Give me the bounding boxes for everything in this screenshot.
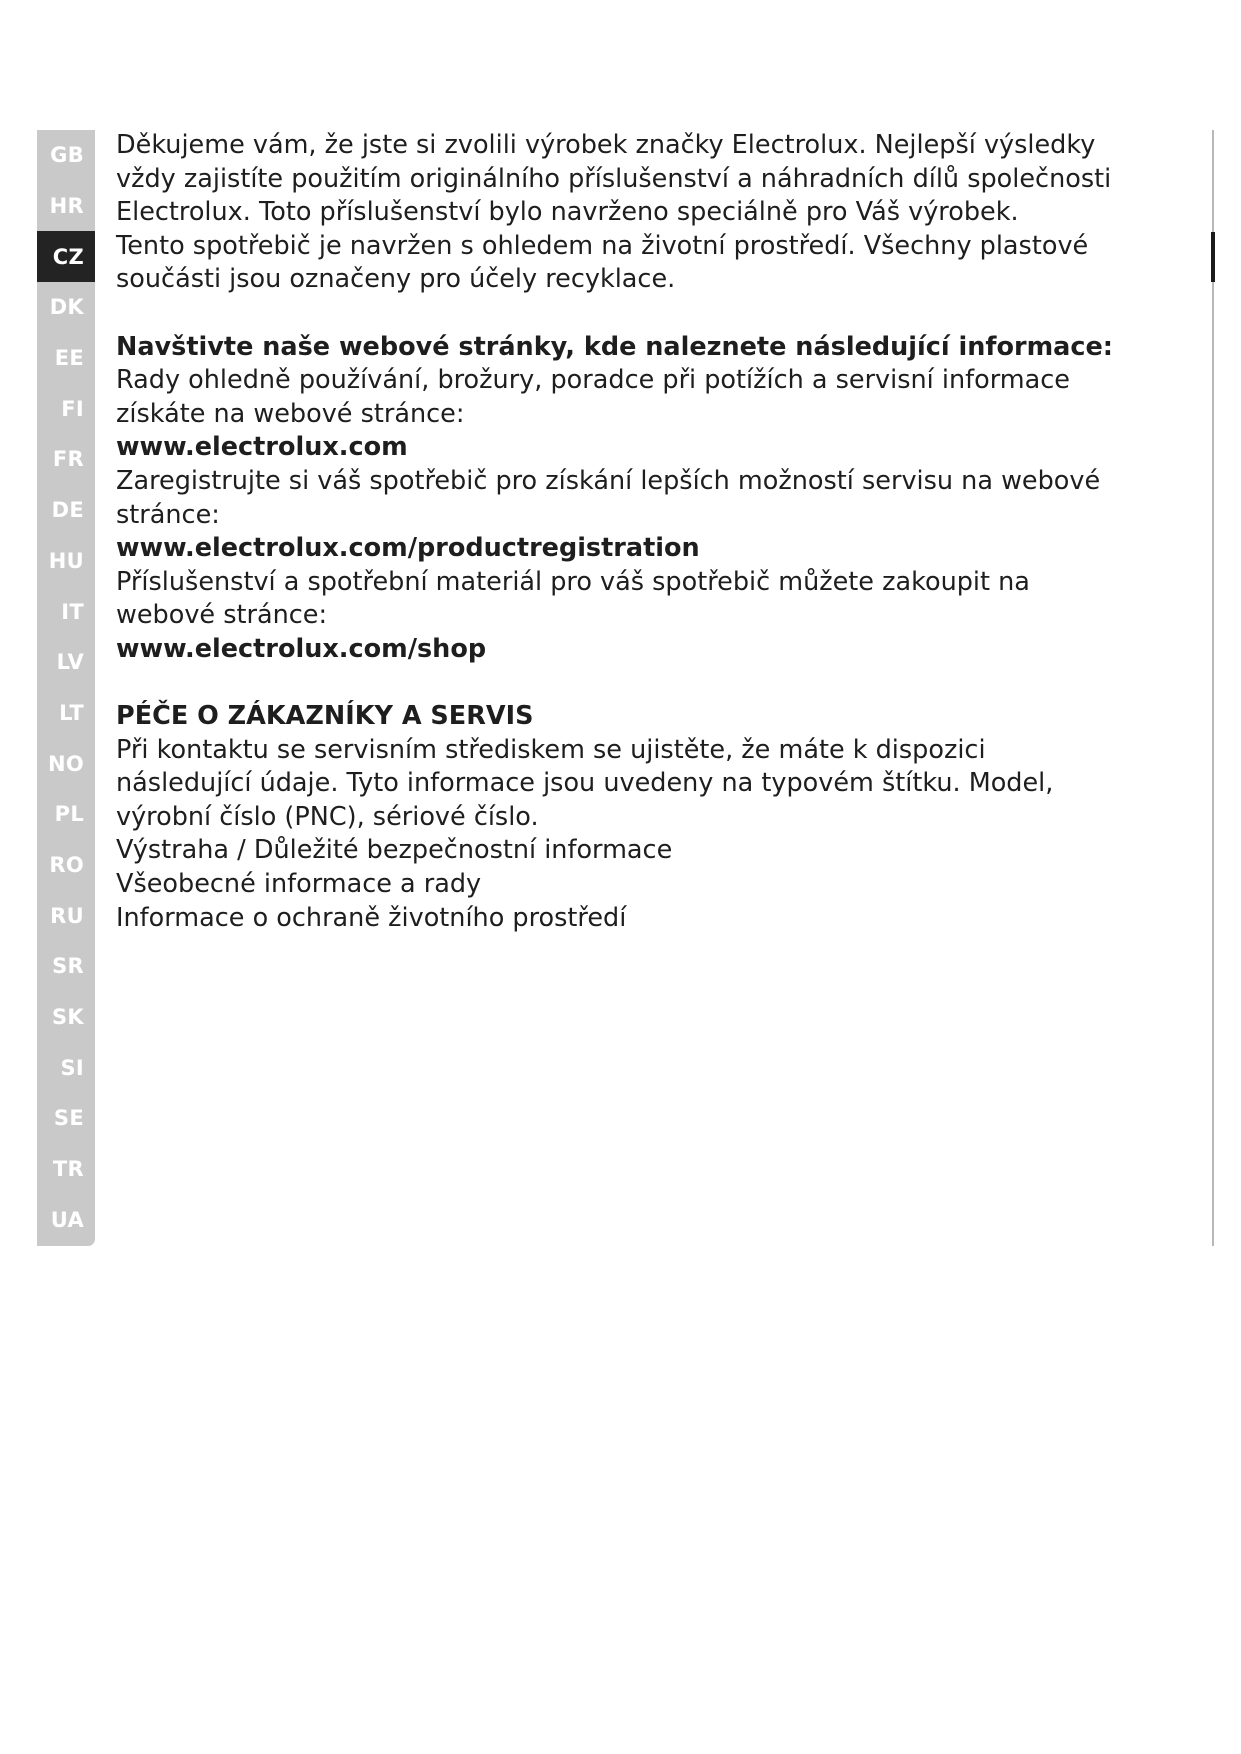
language-tab-hu[interactable]: HU — [48, 548, 84, 573]
language-tab-ua[interactable]: UA — [50, 1207, 84, 1232]
language-tab-se[interactable]: SE — [53, 1106, 84, 1131]
service-text: následující údaje. Tyto informace jsou uvedeny na typovém štítku. Model, — [116, 768, 1054, 799]
language-tab-gb[interactable]: GB — [50, 143, 84, 168]
spacer — [116, 297, 1196, 331]
intro-line: Electrolux. Toto příslušenství bylo navrženo speciálně pro Váš výrobek. — [116, 197, 1019, 228]
service-item: Všeobecné informace a rady — [116, 869, 482, 900]
service-text: Při kontaktu se servisním střediskem se ujistěte, že máte k dispozici — [116, 734, 986, 765]
page-edge-rule — [1212, 130, 1214, 1246]
service-item: Výstraha / Důležité bezpečnostní informace — [116, 835, 673, 866]
register-text: stránce: — [116, 499, 220, 530]
language-tab-hr[interactable]: HR — [49, 194, 84, 219]
shop-text: Příslušenství a spotřební materiál pro váš spotřebič můžete zakoupit na — [116, 566, 1030, 597]
advice-text: Rady ohledně používání, brožury, poradce při potížích a servisní informace — [116, 365, 1070, 396]
service-text: výrobní číslo (PNC), sériové číslo. — [116, 801, 539, 832]
language-tab-lv[interactable]: LV — [56, 650, 84, 675]
language-index-sidebar — [37, 130, 95, 1246]
language-tab-no[interactable]: NO — [47, 751, 84, 776]
register-text: Zaregistrujte si váš spotřebič pro získání lepších možností servisu na webové — [116, 465, 1101, 496]
intro-line: Děkujeme vám, že jste si zvolili výrobek značky Electrolux. Nejlepší výsledky — [116, 130, 1096, 160]
shop-url-link[interactable]: www.electrolux.com/shop — [116, 633, 487, 664]
language-tab-de[interactable]: DE — [51, 498, 84, 523]
language-tab-cz[interactable]: CZ — [37, 231, 95, 282]
visit-heading: Navštivte naše webové stránky, kde naleznete následující informace: — [116, 331, 1113, 362]
language-tab-fi[interactable]: FI — [61, 396, 84, 421]
language-tab-tr[interactable]: TR — [52, 1157, 84, 1182]
language-tab-ro[interactable]: RO — [49, 852, 84, 877]
advice-url-link[interactable]: www.electrolux.com — [116, 432, 408, 463]
language-tab-sr[interactable]: SR — [52, 954, 84, 979]
language-tab-ee[interactable]: EE — [54, 346, 84, 371]
language-tab-fr[interactable]: FR — [52, 447, 84, 472]
language-tab-ru[interactable]: RU — [50, 903, 84, 928]
service-heading: PÉČE O ZÁKAZNÍKY A SERVIS — [116, 701, 534, 732]
intro-line: vždy zajistíte použitím originálního příslušenství a náhradních dílů společnosti — [116, 163, 1112, 194]
advice-text: získáte na webové stránce: — [116, 398, 465, 429]
service-item: Informace o ochraně životního prostředí — [116, 902, 627, 933]
page-content — [116, 129, 1196, 935]
intro-line: Tento spotřebič je navržen s ohledem na životní prostředí. Všechny plastové — [116, 230, 1089, 261]
spacer — [116, 667, 1196, 701]
language-tab-pl[interactable]: PL — [54, 802, 84, 827]
language-tab-dk[interactable]: DK — [49, 295, 84, 320]
shop-text: webové stránce: — [116, 600, 328, 631]
language-tab-it[interactable]: IT — [61, 599, 84, 624]
language-tab-si[interactable]: SI — [60, 1055, 84, 1080]
intro-line: součásti jsou označeny pro účely recyklace. — [116, 264, 676, 295]
language-tab-lt[interactable]: LT — [59, 700, 84, 725]
section-marker — [1211, 232, 1215, 282]
register-url-link[interactable]: www.electrolux.com/productregistration — [116, 533, 700, 564]
language-tab-sk[interactable]: SK — [52, 1005, 84, 1030]
